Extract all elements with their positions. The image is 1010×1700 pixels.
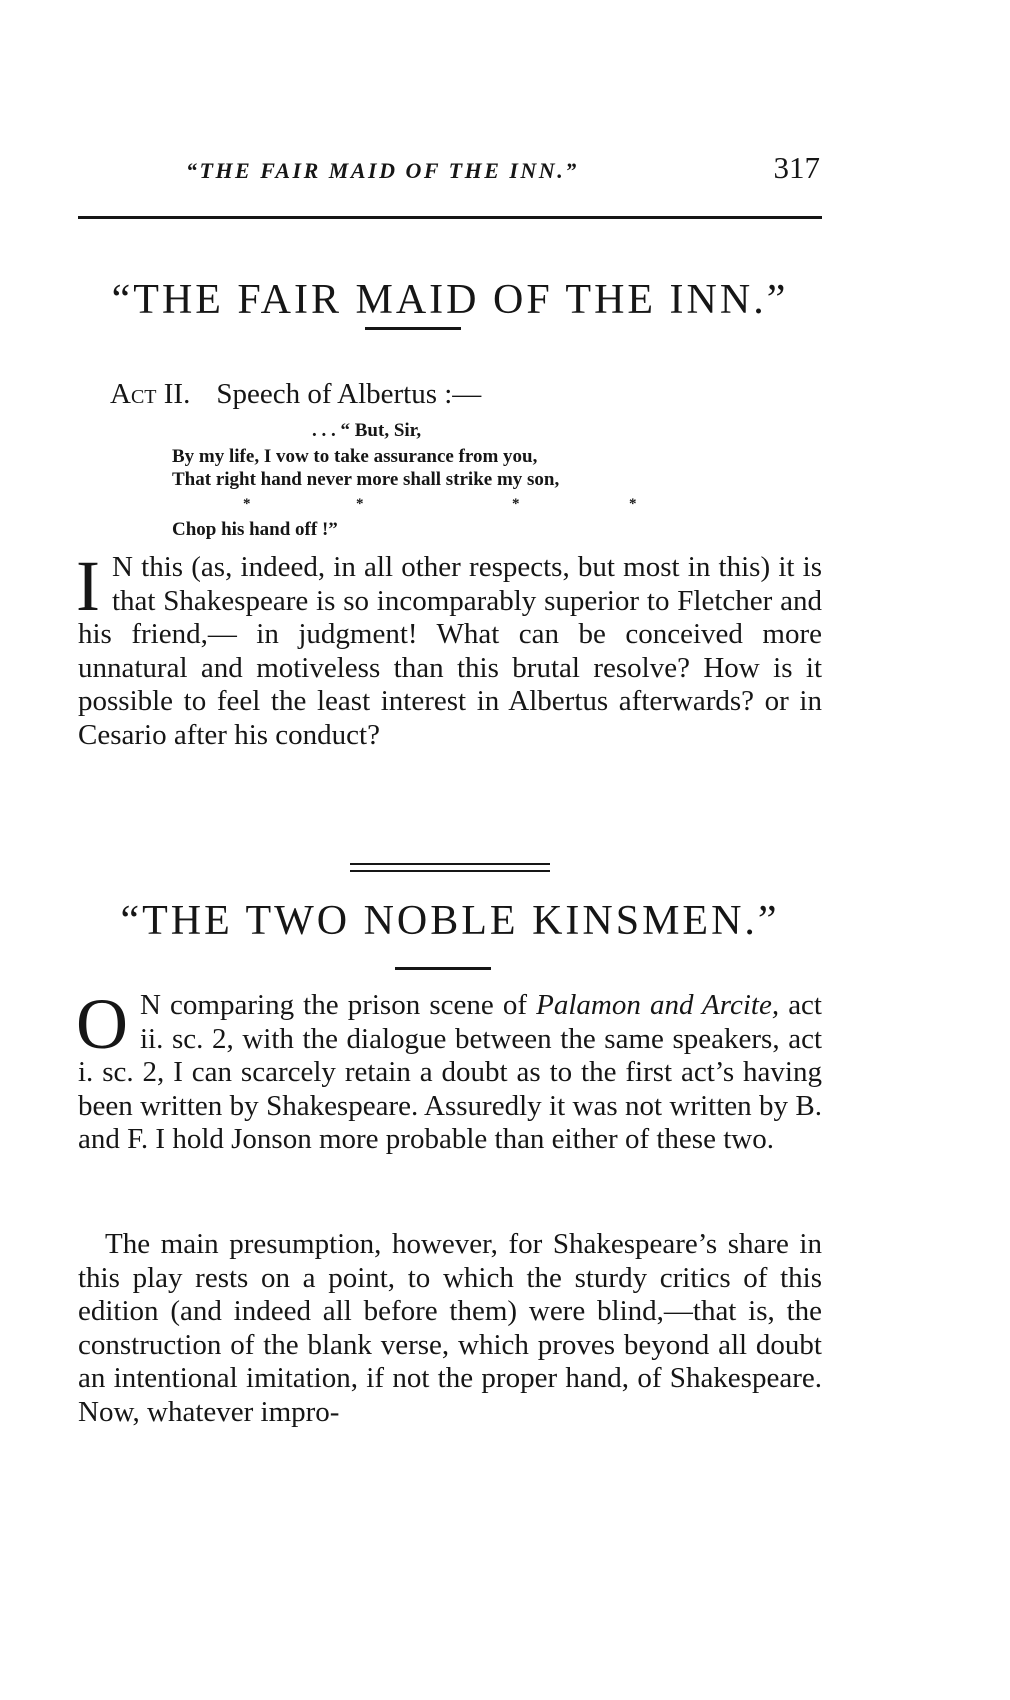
ellipsis-star: * [629, 496, 637, 512]
running-title: “THE FAIR MAID OF THE INN.” [186, 158, 579, 183]
paragraph-text: N this (as, indeed, in all other respects, but most in this) it is that Shakespeare is so incomparably superior to Fletcher and his friend,— in judgment! What can be conceived more unnatural and motiveless than this brutal resolve? How is it possible to feel the least interest in Albertus afterwards? or in Cesario after his conduct? [78, 551, 822, 751]
act-heading [110, 378, 481, 411]
paragraph-kinsmen-2: The main presumption, however, for Shakespeare’s share in this play rests on a point, to which the sturdy critics of this edition (and indeed all before them) were blind,—that is, the construction of the blank verse, which proves beyond all doubt an intentional imitation, if not the proper hand, of Shakespeare. Now, whatever impro- [78, 1228, 822, 1428]
section-title-fair-maid: “THE FAIR MAID OF THE INN.” [111, 277, 789, 323]
running-head [78, 150, 822, 190]
play-title: Palamon and Arcite, [536, 989, 780, 1021]
header-rule [78, 216, 822, 219]
section-title-two-noble-kinsmen: “THE TWO NOBLE KINSMEN.” [120, 898, 780, 944]
title-rule-fair-maid [365, 327, 461, 330]
ellipsis-star: * [243, 496, 251, 512]
drop-cap: I [76, 546, 100, 626]
paragraph-text: N comparing the prison scene of [140, 989, 537, 1021]
act-speech-label: Speech of Albertus :— [216, 378, 482, 410]
quote-line: By my life, I vow to take assurance from you, [172, 446, 538, 467]
paragraph-text: act ii. sc. 2, with the dialogue between the same speakers, act i. sc. 2, I can scarcely retain a doubt as to the first act’s having been written by Shakespeare. Assuredly it was not written by B. and F. I hold Jonson more probable than either of these two. [78, 989, 822, 1156]
ellipsis-star: * [512, 496, 520, 512]
page-number: 317 [773, 150, 820, 185]
quote-line: . . . “ But, Sir, [312, 420, 422, 441]
act-label: Act II. [110, 378, 191, 410]
paragraph-fair-maid [76, 546, 822, 753]
ellipsis-star: * [356, 496, 364, 512]
paragraph-kinsmen-1 [76, 984, 822, 1157]
quote-line: That right hand never more shall strike my son, [172, 469, 560, 490]
drop-cap: O [76, 984, 128, 1064]
title-rule-kinsmen [395, 967, 491, 970]
quote-line: Chop his hand off !” [172, 519, 338, 540]
section-divider [350, 863, 550, 872]
